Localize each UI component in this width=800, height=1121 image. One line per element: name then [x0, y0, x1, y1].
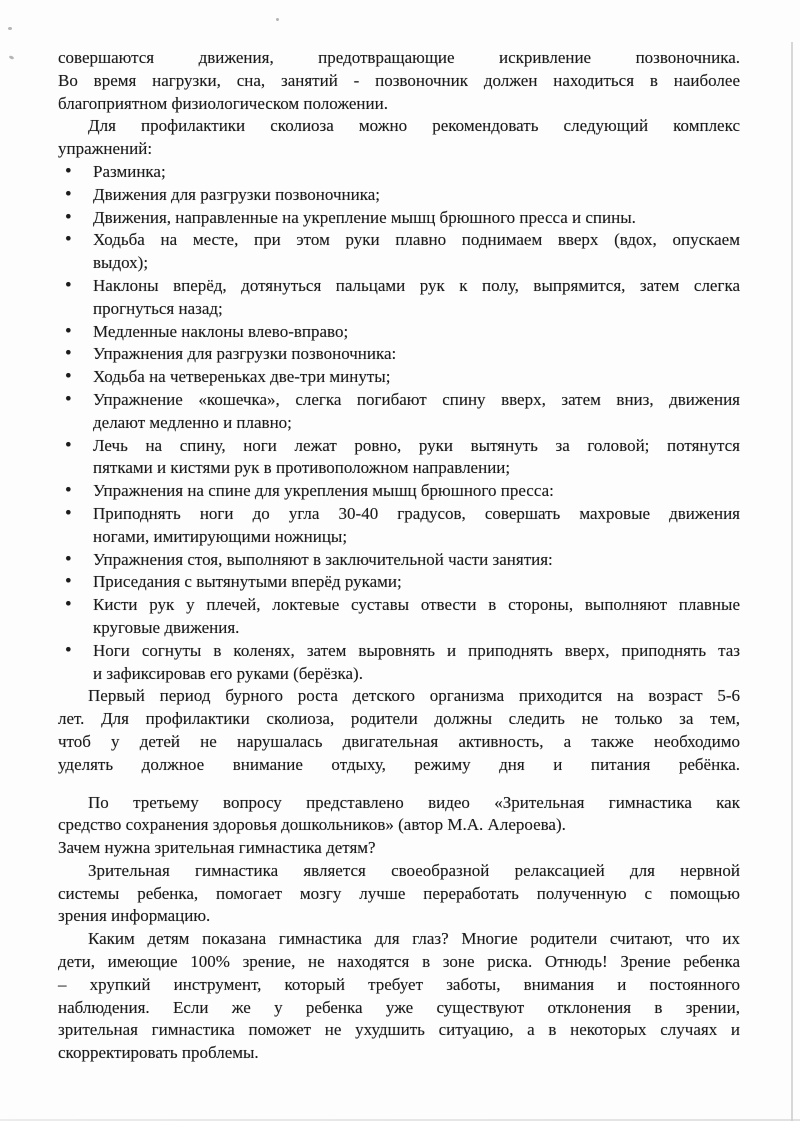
bullet-icon: •	[65, 639, 72, 661]
bullet-icon: •	[65, 274, 72, 296]
list-item-text	[93, 321, 740, 344]
text-line: Движения, направленные на укрепление мышц брюшного пресса и спины.	[93, 207, 636, 227]
text-line: зрения информацию.	[58, 906, 211, 926]
list-item	[58, 275, 740, 321]
bullet-icon: •	[65, 206, 72, 228]
text-line: Каким детям показана гимнастика для глаз? Многие родители считают, что их	[88, 929, 740, 949]
bullet-icon: •	[65, 343, 72, 365]
list-item	[58, 640, 740, 686]
list-item-text	[93, 503, 740, 549]
text-line: Движения для разгрузки позвоночника;	[93, 184, 380, 204]
list-item	[58, 161, 740, 184]
text-line: зрительная гимнастика поможет не ухудшить ситуацию, а в некоторых случаях и	[58, 1020, 740, 1040]
list-item-text	[93, 571, 740, 594]
scan-speck	[9, 55, 15, 60]
text-line: Первый период бурного роста детского организма приходится на возраст 5-6	[88, 686, 740, 706]
text-line: средство сохранения здоровья дошкольников» (автор М.А. Алероева).	[58, 815, 566, 835]
list-item	[58, 321, 740, 344]
bullet-icon: •	[65, 160, 72, 182]
text-line: лет. Для профилактики сколиоза, родители должны следить не только за тем,	[58, 709, 740, 729]
scan-edge-artifact	[791, 42, 793, 1121]
list-item	[58, 343, 740, 366]
text-line: Ноги согнуты в коленях, затем выровнять и приподнять вверх, приподнять таз	[93, 640, 740, 660]
text-line: чтоб у детей не нарушалась двигательная активность, а также необходимо	[58, 731, 740, 751]
list-item	[58, 480, 740, 503]
list-item	[58, 207, 740, 230]
list-item-text	[93, 343, 740, 366]
text-line: Кисти рук у плечей, локтевые суставы отвести в стороны, выполняют плавные	[93, 595, 740, 615]
text-line: Приподнять ноги до угла 30-40 градусов, совершать махровые движения	[93, 503, 740, 523]
text-line: системы ребенка, помогает мозгу лучше переработать полученную с помощью	[58, 883, 740, 903]
list-item	[58, 389, 740, 435]
text-line: упражнений:	[58, 139, 153, 159]
text-line: благоприятном физиологическом положении.	[58, 93, 388, 113]
list-item-text	[93, 549, 740, 572]
list-item-text	[93, 184, 740, 207]
text-line: круговые движения.	[93, 617, 240, 637]
text-line: Зачем нужна зрительная гимнастика детям?	[58, 838, 376, 858]
list-item	[58, 229, 740, 275]
text-line: Упражнения стоя, выполняют в заключительной части занятия:	[93, 549, 553, 569]
text-line: ногами, имитирующими ножницы;	[93, 526, 348, 546]
list-item-text	[93, 207, 740, 230]
bullet-icon: •	[65, 571, 72, 593]
bullet-icon: •	[65, 502, 72, 524]
text-line: Ходьба на четвереньках две-три минуты;	[93, 367, 391, 387]
list-item	[58, 549, 740, 572]
paragraph	[58, 837, 740, 860]
bullet-icon: •	[65, 229, 72, 251]
list-item-text	[93, 435, 740, 481]
list-item-text	[93, 229, 740, 275]
list-item	[58, 594, 740, 640]
text-line: Приседания с вытянутыми вперёд руками;	[93, 572, 402, 592]
text-line: Медленные наклоны влево-вправо;	[93, 321, 349, 341]
paragraph-gap	[58, 777, 740, 792]
paragraph	[58, 792, 740, 838]
text-line: Упражнения на спине для укрепления мышц брюшного пресса:	[93, 481, 554, 501]
list-item	[58, 184, 740, 207]
paragraph	[58, 685, 740, 776]
text-line: – хрупкий инструмент, который требует заботы, внимания и постоянного	[58, 974, 740, 994]
bullet-icon: •	[65, 548, 72, 570]
list-item-text	[93, 275, 740, 321]
text-line: дети, имеющие 100% зрение, не находятся в зоне риска. Отнюдь! Зрение ребенка	[58, 952, 740, 972]
paragraph	[58, 115, 740, 161]
text-line: прогнуться назад;	[93, 298, 223, 318]
text-line: наблюдения. Если же у ребенка уже существуют отклонения в зрении,	[58, 997, 740, 1017]
paragraph	[58, 47, 740, 115]
document-body	[58, 47, 740, 1065]
text-line: Разминка;	[93, 161, 166, 181]
scan-speck	[276, 18, 279, 21]
list-item-text	[93, 594, 740, 640]
scan-speck	[8, 27, 12, 30]
text-line: Наклоны вперёд, дотянуться пальцами рук к полу, выпрямится, затем слегка	[93, 275, 740, 295]
list-item-text	[93, 161, 740, 184]
text-line: Упражнения для разгрузки позвоночника:	[93, 344, 397, 364]
text-line: и зафиксировав его руками (берёзка).	[93, 663, 363, 683]
list-item	[58, 571, 740, 594]
paragraph	[58, 860, 740, 928]
list-item-text	[93, 640, 740, 686]
bullet-icon: •	[65, 594, 72, 616]
text-line: Лечь на спину, ноги лежат ровно, руки вытянуть за головой; потянутся	[93, 435, 740, 455]
text-line: Во время нагрузки, сна, занятий - позвоночник должен находиться в наиболее	[58, 70, 740, 90]
text-line: делают медленно и плавно;	[93, 412, 292, 432]
text-line: скорректировать проблемы.	[58, 1043, 259, 1063]
bullet-icon: •	[65, 480, 72, 502]
text-line: совершаются движения, предотвращающие искривление позвоночника.	[58, 48, 740, 67]
text-line: выдох);	[93, 253, 149, 273]
bullet-icon: •	[65, 366, 72, 388]
text-line: Зрительная гимнастика является своеобразной релаксацией для нервной	[88, 860, 740, 880]
list-item-text	[93, 480, 740, 503]
bullet-icon: •	[65, 388, 72, 410]
list-item-text	[93, 366, 740, 389]
bullet-icon: •	[65, 183, 72, 205]
list-item	[58, 435, 740, 481]
text-line: Ходьба на месте, при этом руки плавно поднимаем вверх (вдох, опускаем	[93, 230, 740, 250]
text-line: уделять должное внимание отдыху, режиму дня и питания ребёнка.	[58, 754, 740, 774]
bullet-icon: •	[65, 320, 72, 342]
text-line: Упражнение «кошечка», слегка погибают спину вверх, затем вниз, движения	[93, 389, 740, 409]
list-item	[58, 366, 740, 389]
list-item	[58, 503, 740, 549]
text-line: По третьему вопросу представлено видео «Зрительная гимнастика как	[88, 792, 740, 812]
text-line: Для профилактики сколиоза можно рекомендовать следующий комплекс	[88, 116, 740, 136]
bullet-icon: •	[65, 434, 72, 456]
list-item-text	[93, 389, 740, 435]
text-line: пятками и кистями рук в противоположном направлении;	[93, 458, 511, 478]
paragraph	[58, 928, 740, 1065]
